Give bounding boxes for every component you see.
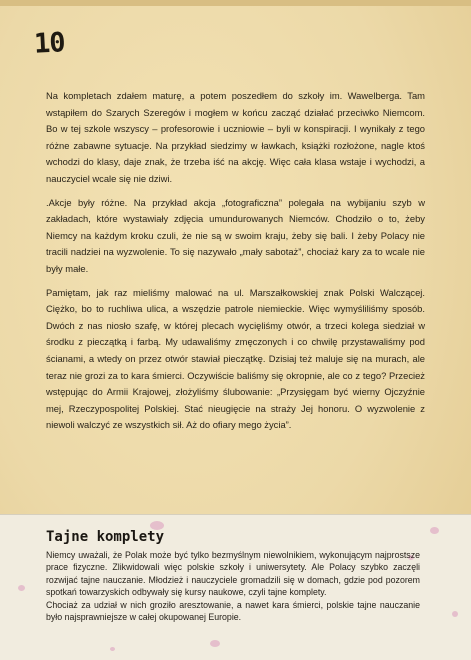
box-text — [46, 549, 420, 623]
main-text — [46, 88, 425, 434]
box-title: Tajne komplety — [46, 529, 165, 545]
ink-stain — [110, 647, 115, 651]
box-paragraph: Niemcy uważali, że Polak może być tylko bezmyślnym niewolnikiem, wykonującym najprostsze prace fizyczne. Zlikwidowali więc polskie szkoły i uniwersytety. Ale Polacy szybko zaczęli rozwijać tajne nauczanie. Młodzież i nauczyciele gromadzili się w domach, gdzie pod pozorem spotkań towarzyskich odbywały się kursy naukowe, czyli tajne komplety. — [46, 550, 420, 598]
ink-stain — [452, 611, 458, 617]
page-number: 10 — [33, 27, 66, 60]
ink-stain — [18, 585, 25, 591]
paragraph: Pamiętam, jak raz mieliśmy malować na ul. Marszałkowskiej znak Polski Walczącej. Ciężko, bo to ruchliwa ulica, a wszędzie patrole niemieckie. Więc wymyśliliśmy sposób. Dwóch z nas niosło szafę, w której plecach wycięliśmy otwór, a trzeci kolega siedział w środku z pieczątką i farbą. My udawaliśmy zmęczonych i co chwilę przystawaliśmy pod ścianami, a wtedy on przez otwór stawiał pieczątkę. Dzisiaj też maluje się na murach, ale teraz nie grozi za to kara śmierci. Oczywiście baliśmy się okropnie, ale co z tego? Przecież wstępując do Armii Krajowej, złożyliśmy ślubowanie: „Przysięgam być wierny Ojczyźnie mej, Rzeczypospolitej Polskiej. Stać nieugięcie na straży Jej honoru. O wyzwolenie z niewoli walczyć ze wszystkich sił. Aż do ofiary mego życia”. — [46, 286, 425, 431]
paper-edge — [0, 0, 471, 6]
paragraph: Na kompletach zdałem maturę, a potem poszedłem do szkoły im. Wawelberga. Tam wstąpiłem do Szarych Szeregów i mogłem w końcu zacząć działać przeciwko Niemcom. Bo w tej szkole wszyscy – profesorowie i uczniowie – byli w konspiracji. I wynikały z tego różne zabawne sytuacje. Na przykład siedzimy w ławkach, książki rozłożone, nagle ktoś wchodzi do klasy, daje znak, że trzeba iść na akcję. Więc cała klasa wstaje i wychodzi, a nauczyciel wcale się nie dziwi. — [46, 90, 425, 184]
ink-stain — [210, 640, 220, 647]
paragraph: .Akcje były różne. Na przykład akcja „fotograficzna” polegała na wybijaniu szyb w zakładach, które wystawiały zdjęcia umundurowanych Niemców. Chodziło o to, żeby Niemcy na każdym kroku czuli, że nie są w swoim kraju, żeby się bali. I żeby Polacy nie tracili nadziei na wyzwolenie. To się nazywało „mały sabotaż”, chociaż kary za to wcale nie były małe. — [46, 196, 425, 274]
box-paragraph: Chociaż za udział w nich groziło aresztowanie, a nawet kara śmierci, polskie tajne nauczanie było najsprawniejsze w całej okupowanej Europie. — [46, 599, 420, 623]
ink-stain — [430, 527, 439, 534]
info-box — [0, 514, 471, 660]
